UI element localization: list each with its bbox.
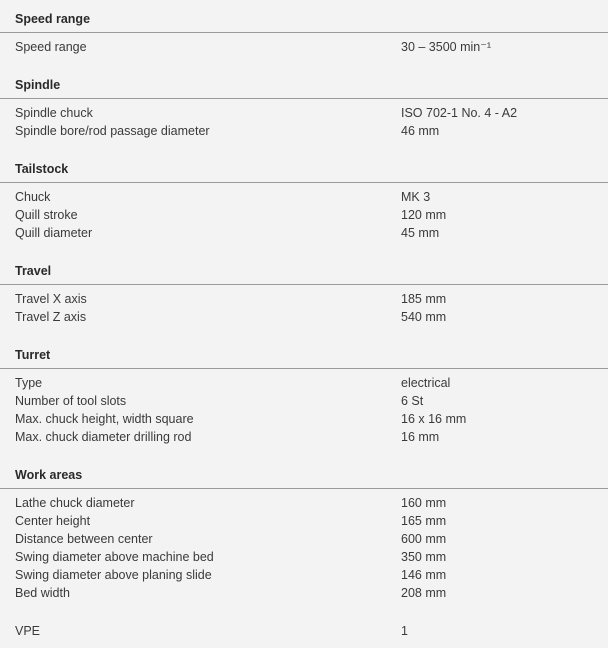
spec-label: Number of tool slots [15, 394, 127, 408]
spec-value: 1 [401, 624, 408, 638]
spec-label: VPE [15, 624, 41, 638]
spec-value: 6 St [401, 394, 424, 408]
section-tailstock [0, 150, 608, 252]
section-title: Speed range [0, 0, 608, 33]
spec-value: 45 mm [401, 226, 440, 240]
spec-label: Spindle chuck [15, 106, 93, 120]
spec-row [0, 122, 608, 140]
spec-row [0, 512, 608, 530]
spec-label: Quill stroke [15, 208, 78, 222]
section-turret [0, 336, 608, 456]
spec-label: Max. chuck height, width square [15, 412, 194, 426]
spec-value: 185 mm [401, 292, 447, 306]
spec-value: 16 x 16 mm [401, 412, 467, 426]
spec-label: Type [15, 376, 43, 390]
section-travel [0, 252, 608, 336]
spec-label: Max. chuck diameter drilling rod [15, 430, 192, 444]
spec-value: 208 mm [401, 586, 447, 600]
section-title: Tailstock [0, 150, 608, 183]
spec-row [0, 104, 608, 122]
spec-row [0, 548, 608, 566]
spec-value: 120 mm [401, 208, 447, 222]
spec-value: MK 3 [401, 190, 431, 204]
section-title: Work areas [0, 456, 608, 489]
spec-row [0, 188, 608, 206]
spec-row [0, 38, 608, 56]
spec-value: 160 mm [401, 496, 447, 510]
spec-value: 46 mm [401, 124, 440, 138]
spec-label: Center height [15, 514, 91, 528]
spec-value: ISO 702-1 No. 4 - A2 [401, 106, 518, 120]
spec-row [0, 410, 608, 428]
spec-row [0, 374, 608, 392]
section-title: Spindle [0, 66, 608, 99]
spec-value: electrical [401, 376, 451, 390]
spec-row [0, 494, 608, 512]
spec-value: 350 mm [401, 550, 447, 564]
spec-row [0, 584, 608, 602]
footer-rows [0, 612, 608, 640]
spec-row [0, 392, 608, 410]
spec-label: Lathe chuck diameter [15, 496, 135, 510]
spec-row [0, 566, 608, 584]
spec-label: Travel X axis [15, 292, 87, 306]
spec-label: Bed width [15, 586, 70, 600]
spec-row [0, 530, 608, 548]
spec-label: Distance between center [15, 532, 153, 546]
spec-row-vpe [0, 622, 608, 640]
spec-value: 540 mm [401, 310, 447, 324]
spec-row [0, 308, 608, 326]
section-title: Turret [0, 336, 608, 369]
spec-row [0, 290, 608, 308]
section-spindle [0, 66, 608, 150]
spec-row [0, 428, 608, 446]
spec-row [0, 206, 608, 224]
spec-value: 146 mm [401, 568, 447, 582]
spec-label: Chuck [15, 190, 51, 204]
spec-value: 165 mm [401, 514, 447, 528]
spec-label: Swing diameter above planing slide [15, 568, 212, 582]
spec-value: 30 – 3500 min⁻¹ [401, 40, 491, 54]
spec-row [0, 224, 608, 242]
spec-value: 16 mm [401, 430, 440, 444]
spec-label: Speed range [15, 40, 87, 54]
spec-label: Quill diameter [15, 226, 93, 240]
section-title: Travel [0, 252, 608, 285]
spec-value: 600 mm [401, 532, 447, 546]
section-work-areas [0, 456, 608, 612]
spec-label: Swing diameter above machine bed [15, 550, 214, 564]
spec-label: Travel Z axis [15, 310, 87, 324]
spec-label: Spindle bore/rod passage diameter [15, 124, 210, 138]
section-speed-range [0, 0, 608, 66]
